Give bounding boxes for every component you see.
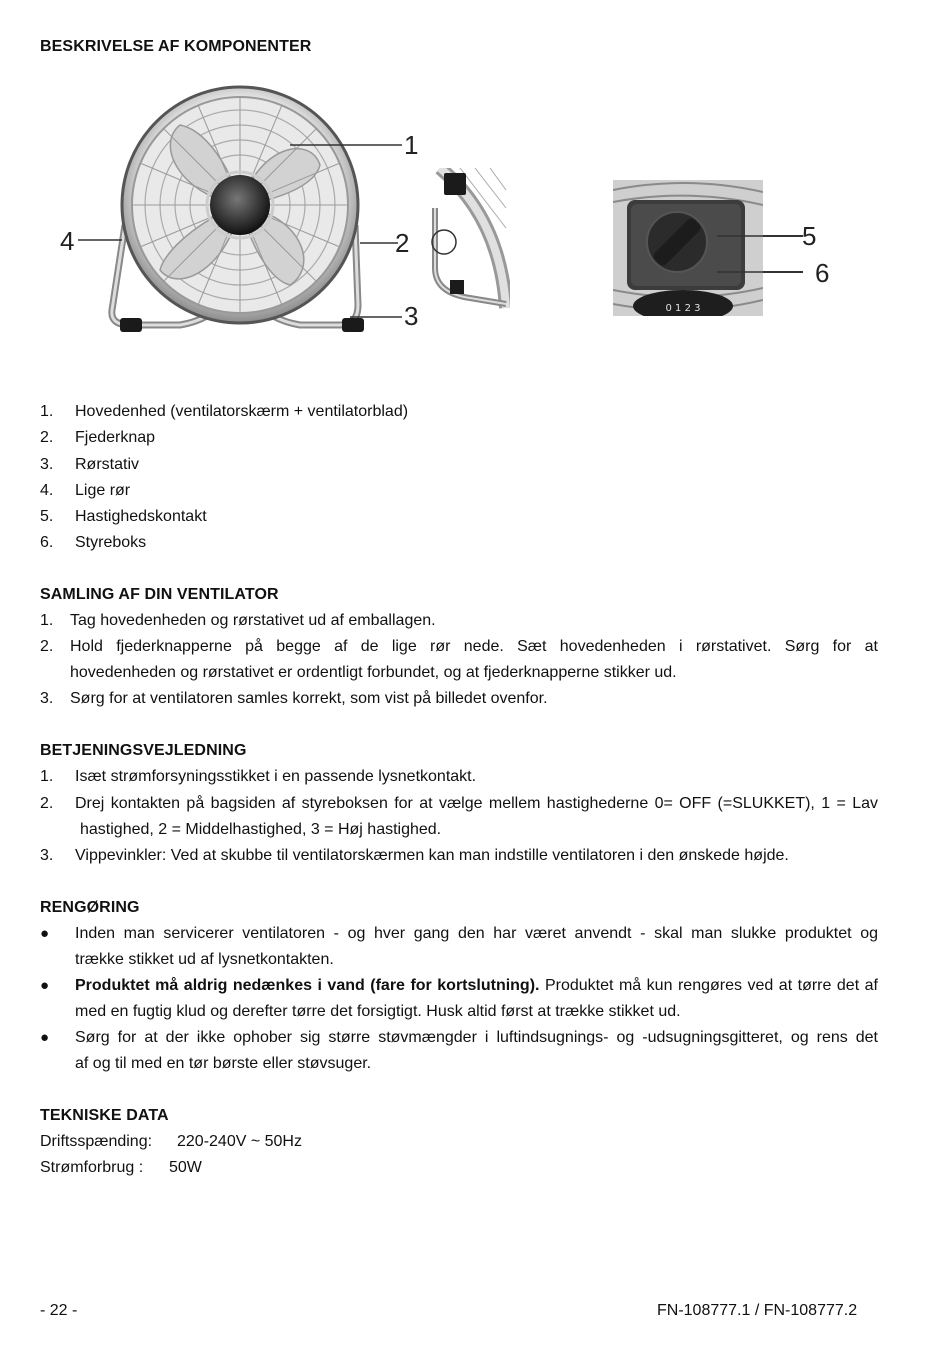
assembly-step-text: hovedenheden og rørstativet er ordentligt forbundet, og at fjederknapperne stikker ud. [70, 664, 677, 681]
component-number: 3. [40, 456, 54, 473]
component-number: 2. [40, 429, 54, 446]
cleaning-text-rest: Produktet må kun rengøres ved at tørre det af [539, 977, 878, 994]
cleaning-text: Inden man servicerer ventilatoren - og hver gang den har været anvendt - skal man slukke produktet og [75, 925, 878, 942]
model-number: FN-108777.1 / FN-108777.2 [657, 1302, 858, 1319]
component-number: 5. [40, 508, 54, 525]
bullet-icon: ● [40, 1029, 50, 1046]
operation-step-text: hastighed, 2 = Middelhastighed, 3 = Høj hastighed. [80, 821, 442, 838]
bullet-icon: ● [40, 925, 50, 942]
spec-label: Driftsspænding: [40, 1133, 153, 1150]
cleaning-text: Sørg for at der ikke ophober sig større støvmængder i luftindsugnings- og -udsugningsgitteret, og rens det [75, 1029, 878, 1046]
assembly-step-number: 3. [40, 690, 54, 707]
cleaning-text: trække stikket ud af lysnetkontakten. [75, 951, 334, 968]
specs-heading: TEKNISKE DATA [40, 1107, 169, 1124]
assembly-heading: SAMLING AF DIN VENTILATOR [40, 586, 279, 603]
operation-step-number: 3. [40, 847, 54, 864]
callout-4: 4 [60, 226, 75, 256]
callout-6: 6 [815, 258, 830, 288]
operation-step-number: 1. [40, 768, 54, 785]
assembly-step-number: 2. [40, 638, 54, 655]
speed-dial-markings: 0 1 2 3 [665, 303, 701, 314]
callout-3: 3 [404, 301, 419, 331]
component-number: 1. [40, 403, 54, 420]
spec-label: Strømforbrug : [40, 1159, 144, 1176]
component-label: Rørstativ [75, 456, 139, 473]
component-label: Lige rør [75, 482, 131, 499]
bullet-icon: ● [40, 977, 50, 994]
component-number: 4. [40, 482, 54, 499]
spring-button-detail [430, 168, 510, 313]
callout-1: 1 [404, 130, 419, 160]
operation-heading: BETJENINGSVEJLEDNING [40, 742, 247, 759]
assembly-step-text: Tag hovedenheden og rørstativet ud af emballagen. [70, 612, 436, 629]
assembly-step-number: 1. [40, 612, 54, 629]
page-number: - 22 - [40, 1302, 78, 1319]
operation-step-number: 2. [40, 795, 54, 812]
operation-step-text: Drej kontakten på bagsiden af styreboksen for at vælge mellem hastighederne 0= OFF (=SLUKKET), 1 = Lav [75, 795, 878, 812]
fan-illustration [60, 85, 460, 345]
cleaning-text [75, 973, 878, 999]
component-number: 6. [40, 534, 54, 551]
component-label: Hovedenhed (ventilatorskærm + ventilatorblad) [75, 403, 409, 420]
control-box-detail [613, 180, 763, 316]
cleaning-text: med en fugtig klud og derefter tørre det forsigtigt. Husk altid først at trække stikket ud. [75, 1003, 681, 1020]
assembly-step-text: Sørg for at ventilatoren samles korrekt, som vist på billedet ovenfor. [70, 690, 548, 707]
spec-value: 50W [169, 1159, 202, 1176]
cleaning-text: af og til med en tør børste eller støvsuger. [75, 1055, 372, 1072]
callout-2: 2 [395, 228, 410, 258]
cleaning-warning: Produktet må aldrig nedænkes i vand (fare for kortslutning). [75, 977, 540, 994]
callout-5: 5 [802, 221, 817, 251]
component-label: Fjederknap [75, 429, 156, 446]
page-title: BESKRIVELSE AF KOMPONENTER [40, 38, 312, 55]
operation-step-text: Vippevinkler: Ved at skubbe til ventilatorskærmen kan man indstille ventilatoren i den ønskede højde. [75, 847, 789, 864]
cleaning-heading: RENGØRING [40, 899, 140, 916]
assembly-step-text: Hold fjederknapperne på begge af de lige rør nede. Sæt hovedenheden i rørstativet. Sørg for at [70, 638, 878, 655]
component-label: Hastighedskontakt [75, 508, 207, 525]
operation-step-text: Isæt strømforsyningsstikket i en passende lysnetkontakt. [75, 768, 477, 785]
spec-value: 220-240V ~ 50Hz [177, 1133, 302, 1150]
component-label: Styreboks [75, 534, 147, 551]
